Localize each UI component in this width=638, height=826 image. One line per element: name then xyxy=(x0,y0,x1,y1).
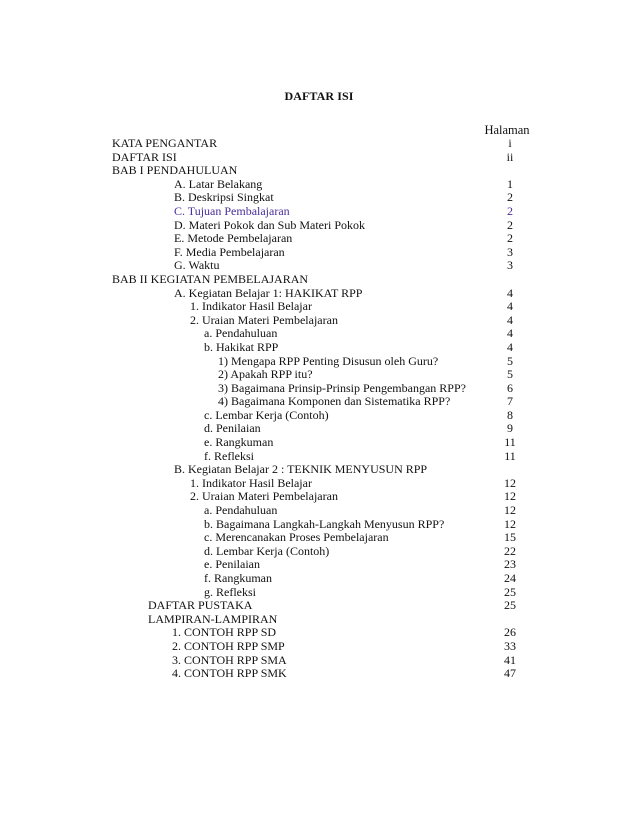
toc-entry-page: 2 xyxy=(507,231,513,246)
toc-entry-label: 4) Bagaimana Komponen dan Sistematika RPP? xyxy=(218,394,451,409)
toc-entry-label: DAFTAR ISI xyxy=(112,149,177,164)
toc-entry xyxy=(112,314,542,328)
toc-entry-label: B. Kegiatan Belajar 2 : TEKNIK MENYUSUN RPP xyxy=(174,462,428,477)
toc-entry xyxy=(112,178,542,192)
toc-entry xyxy=(112,654,542,668)
toc-entry xyxy=(112,640,542,654)
toc-entry-page: 33 xyxy=(504,638,516,653)
toc-entry xyxy=(112,273,542,287)
toc-entry-label: E. Metode Pembelajaran xyxy=(174,231,293,246)
toc-entry-page: 12 xyxy=(504,516,516,531)
toc-entry-label: d. Penilaian xyxy=(204,421,261,436)
toc-entry-label: DAFTAR PUSTAKA xyxy=(148,598,253,613)
toc-entry-page: 3 xyxy=(507,258,513,273)
toc-entry xyxy=(112,368,542,382)
toc-entry-label: 2. Uraian Materi Pembelajaran xyxy=(190,489,338,504)
toc-entry-label: c. Lembar Kerja (Contoh) xyxy=(204,407,329,422)
toc-entry xyxy=(112,300,542,314)
toc-entry-page: 24 xyxy=(504,571,516,585)
toc-entry-page: 7 xyxy=(507,394,513,409)
toc-entry-page: 26 xyxy=(504,625,516,640)
toc-entry xyxy=(112,191,542,205)
toc-entry xyxy=(112,490,542,504)
toc-entry xyxy=(112,572,542,586)
toc-entry xyxy=(112,355,542,369)
toc-entry xyxy=(112,545,542,559)
toc-entry-label: C. Tujuan Pembalajaran xyxy=(174,203,290,218)
toc-entry xyxy=(112,436,542,450)
toc-entry-page: 41 xyxy=(504,652,516,667)
toc-entry xyxy=(112,409,542,423)
table-of-contents xyxy=(112,137,542,681)
toc-entry-label: BAB I PENDAHULUAN xyxy=(112,163,238,178)
toc-entry-page: 12 xyxy=(504,475,516,490)
toc-entry-page: 22 xyxy=(504,543,516,558)
toc-entry-label: LAMPIRAN-LAMPIRAN xyxy=(148,611,278,626)
toc-entry-label: c. Merencanakan Proses Pembelajaran xyxy=(204,530,389,545)
toc-entry xyxy=(112,599,542,613)
toc-entry-page: 2 xyxy=(507,217,513,232)
toc-entry xyxy=(112,518,542,532)
toc-entry-label: 4. CONTOH RPP SMK xyxy=(172,666,287,681)
toc-entry-page: 15 xyxy=(504,530,516,545)
toc-entry-label: 2) Apakah RPP itu? xyxy=(218,367,313,382)
toc-entry-label: e. Rangkuman xyxy=(204,435,274,450)
toc-entry xyxy=(112,531,542,545)
toc-entry-label: f. Refleksi xyxy=(204,448,254,463)
toc-entry-page: 9 xyxy=(507,421,513,436)
toc-entry xyxy=(112,219,542,233)
toc-entry-label: b. Bagaimana Langkah-Langkah Menyusun RPP? xyxy=(204,516,445,531)
toc-entry-label: 3. CONTOH RPP SMA xyxy=(172,652,287,667)
toc-entry xyxy=(112,395,542,409)
page-column-header: Halaman xyxy=(484,123,530,137)
toc-entry xyxy=(112,205,542,219)
toc-entry-label: BAB II KEGIATAN PEMBELAJARAN xyxy=(112,271,309,286)
toc-entry-page: 12 xyxy=(504,503,516,518)
toc-entry-page: 2 xyxy=(507,190,513,205)
toc-entry xyxy=(112,586,542,600)
toc-entry-label: 1. Indikator Hasil Belajar xyxy=(190,475,312,490)
toc-entry-label: a. Pendahuluan xyxy=(204,503,278,518)
toc-entry xyxy=(112,382,542,396)
toc-entry-page: 5 xyxy=(507,353,513,368)
toc-entry-label: D. Materi Pokok dan Sub Materi Pokok xyxy=(174,217,365,232)
toc-entry-label: 3) Bagaimana Prinsip-Prinsip Pengembangan RPP? xyxy=(218,380,466,395)
toc-entry-page: 11 xyxy=(504,435,516,450)
toc-entry-label: A. Latar Belakang xyxy=(174,176,263,191)
toc-entry-page: 25 xyxy=(504,584,516,599)
toc-entry xyxy=(112,504,542,518)
toc-entry xyxy=(112,558,542,572)
toc-entry-page: 5 xyxy=(507,367,513,382)
toc-entry-page: i xyxy=(508,136,512,150)
toc-entry-label: F. Media Pembelajaran xyxy=(174,244,285,259)
toc-entry-page: 1 xyxy=(507,176,513,191)
toc-entry-page: 3 xyxy=(507,244,513,259)
toc-entry-label: 2. CONTOH RPP SMP xyxy=(172,638,285,653)
toc-entry-page: 23 xyxy=(504,557,516,572)
toc-entry-label: g. Refleksi xyxy=(204,584,256,599)
toc-entry-page: 6 xyxy=(507,380,513,395)
toc-entry-page: 25 xyxy=(504,598,516,613)
toc-entry-label: 2. Uraian Materi Pembelajaran xyxy=(190,312,338,327)
toc-entry xyxy=(112,151,542,165)
toc-entry xyxy=(112,246,542,260)
toc-entry-page: ii xyxy=(506,149,514,164)
toc-entry xyxy=(112,164,542,178)
toc-entry xyxy=(112,287,542,301)
toc-entry xyxy=(112,463,542,477)
toc-entry xyxy=(112,613,542,627)
toc-entry-page: 4 xyxy=(507,326,513,341)
toc-entry-label: 1. CONTOH RPP SD xyxy=(172,625,277,640)
toc-entry xyxy=(112,232,542,246)
toc-entry-page: 8 xyxy=(507,407,513,422)
toc-entry-label: f. Rangkuman xyxy=(204,571,272,585)
toc-entry xyxy=(112,667,542,681)
toc-entry-page: 11 xyxy=(504,448,516,463)
toc-entry-label: B. Deskripsi Singkat xyxy=(174,190,274,205)
toc-entry xyxy=(112,259,542,273)
toc-entry xyxy=(112,450,542,464)
toc-entry xyxy=(112,327,542,341)
toc-entry xyxy=(112,341,542,355)
toc-entry-page: 12 xyxy=(504,489,516,504)
toc-entry xyxy=(112,422,542,436)
toc-entry-page: 4 xyxy=(507,285,513,300)
toc-entry-label: 1. Indikator Hasil Belajar xyxy=(190,299,312,314)
toc-entry xyxy=(112,477,542,491)
toc-entry-label: G. Waktu xyxy=(174,258,220,273)
toc-entry-label: b. Hakikat RPP xyxy=(204,339,279,354)
toc-entry-page: 4 xyxy=(507,339,513,354)
toc-entry-label: A. Kegiatan Belajar 1: HAKIKAT RPP xyxy=(174,285,363,300)
page-title: DAFTAR ISI xyxy=(284,89,354,103)
toc-entry xyxy=(112,626,542,640)
toc-entry-page: 2 xyxy=(507,203,513,218)
toc-entry-page: 4 xyxy=(507,312,513,327)
toc-entry-label: d. Lembar Kerja (Contoh) xyxy=(204,543,330,558)
toc-entry-label: e. Penilaian xyxy=(204,557,260,572)
toc-entry-label: 1) Mengapa RPP Penting Disusun oleh Guru? xyxy=(218,353,439,368)
toc-entry xyxy=(112,137,542,151)
toc-entry-label: KATA PENGANTAR xyxy=(112,136,218,150)
toc-entry-page: 4 xyxy=(507,299,513,314)
toc-entry-page: 47 xyxy=(504,666,516,681)
toc-entry-label: a. Pendahuluan xyxy=(204,326,278,341)
